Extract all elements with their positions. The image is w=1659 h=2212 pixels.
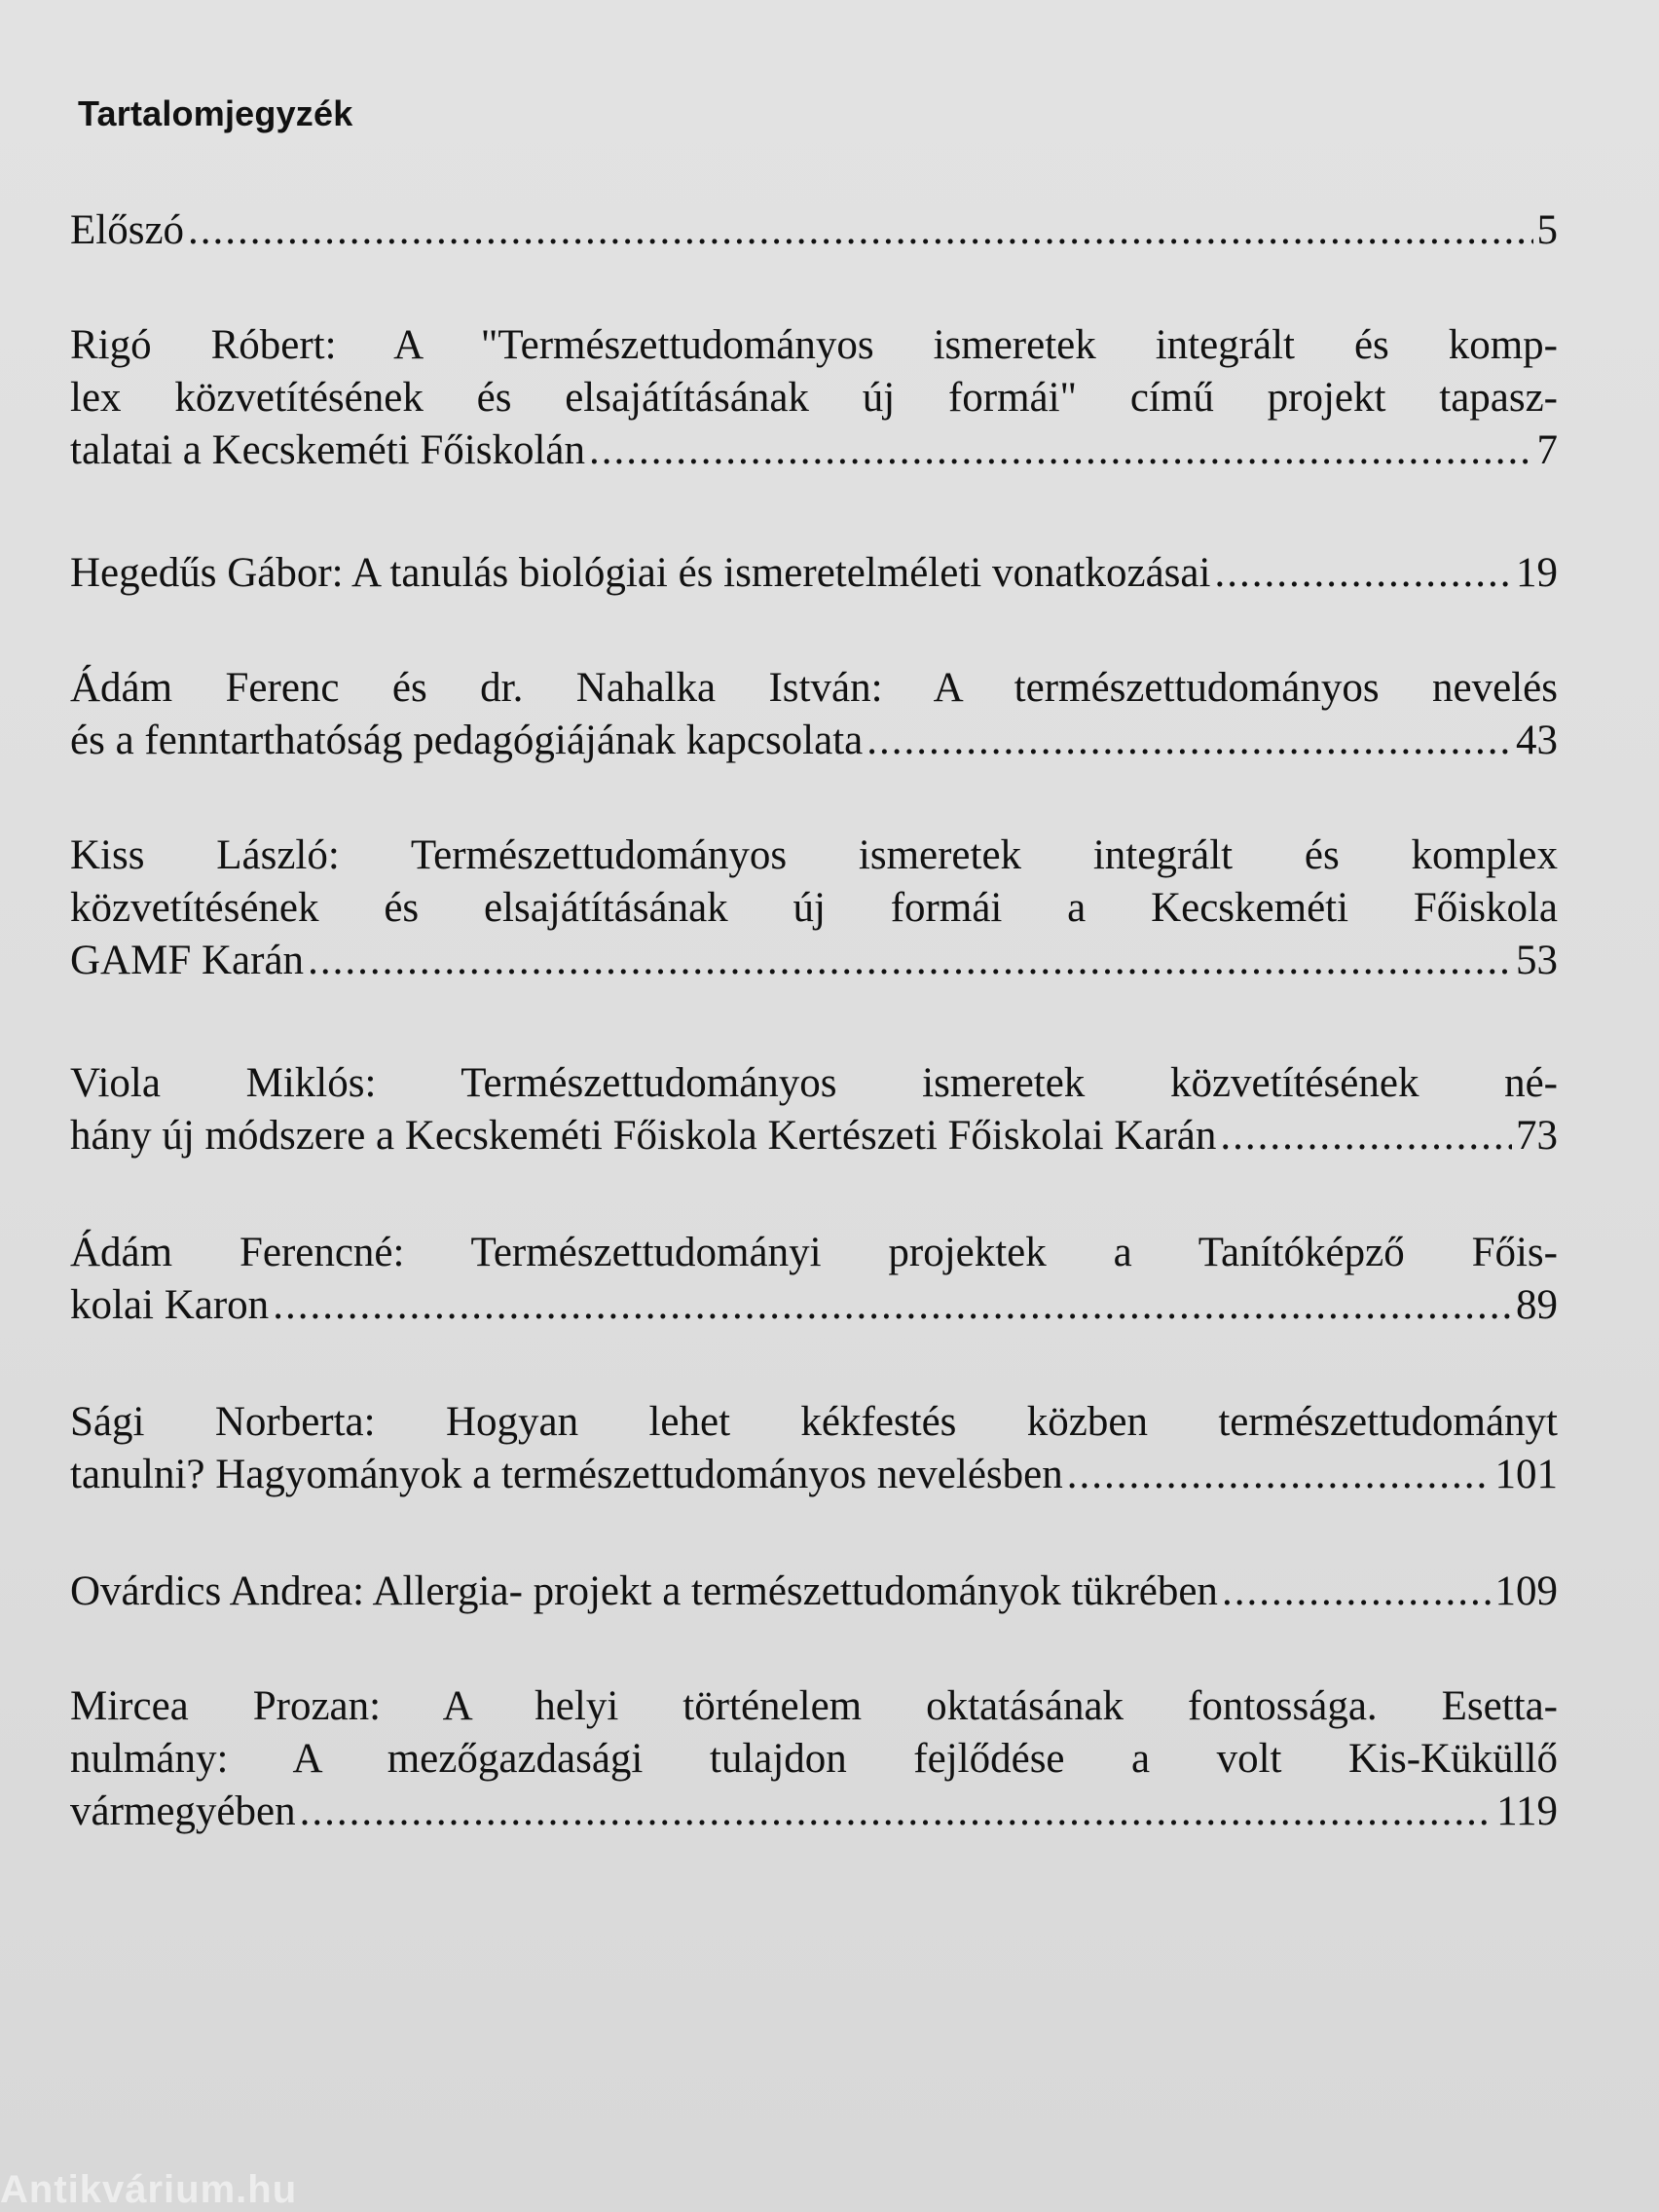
page-number: 89 bbox=[1516, 1282, 1558, 1328]
page-number: 5 bbox=[1536, 207, 1558, 253]
toc-entry-kiss bbox=[70, 830, 1558, 987]
toc-entry-elooszo bbox=[70, 204, 1558, 257]
toc-entry-ovardics bbox=[70, 1566, 1558, 1618]
page-number: 19 bbox=[1516, 550, 1558, 596]
page-number: 109 bbox=[1494, 1568, 1558, 1614]
dot-leader bbox=[308, 935, 1512, 987]
page-number: 101 bbox=[1494, 1452, 1558, 1497]
toc-entry-line: kolai Karon bbox=[70, 1282, 270, 1328]
page-number: 7 bbox=[1536, 427, 1558, 473]
toc-entry-adam-nahalka bbox=[70, 662, 1558, 767]
page-number: 43 bbox=[1516, 718, 1558, 763]
page-number: 119 bbox=[1496, 1788, 1558, 1834]
toc-entry-rigo bbox=[70, 319, 1558, 477]
toc-entry-line: közvetítésének és elsajátításának új formái a Kecskeméti Főiskola bbox=[70, 885, 1558, 931]
dot-leader bbox=[1067, 1449, 1492, 1501]
toc-entry-line: Ádám Ferencné: Természettudományi projektek a Tanítóképző Főis- bbox=[70, 1230, 1558, 1275]
toc-entry-line: nulmány: A mezőgazdasági tulajdon fejlődése a volt Kis-Küküllő bbox=[70, 1736, 1558, 1782]
toc-entry-title: Hegedűs Gábor: A tanulás biológiai és ismeretelméleti vonatkozásai bbox=[70, 550, 1211, 596]
toc-entry-line: GAMF Karán bbox=[70, 938, 305, 983]
toc-entry-line: Rigó Róbert: A "Természettudományos ismeretek integrált és komp- bbox=[70, 322, 1558, 368]
page-number: 53 bbox=[1516, 938, 1558, 983]
page-title: Tartalomjegyzék bbox=[78, 93, 353, 133]
dot-leader bbox=[300, 1786, 1493, 1838]
dot-leader bbox=[1222, 1566, 1492, 1618]
toc-entry-title: Ovárdics Andrea: Allergia- projekt a természettudományok tükrében bbox=[70, 1568, 1218, 1614]
toc-entry-line: vármegyében bbox=[70, 1788, 296, 1834]
toc-entry-line: lex közvetítésének és elsajátításának új formái" című projekt tapasz- bbox=[70, 375, 1558, 421]
dot-leader bbox=[589, 424, 1533, 477]
toc-entry-line: Viola Miklós: Természettudományos ismeretek közvetítésének né- bbox=[70, 1060, 1558, 1106]
toc-entry-adam-ferencne bbox=[70, 1227, 1558, 1332]
toc-entry-prozan bbox=[70, 1680, 1558, 1838]
toc-entry-sagi bbox=[70, 1396, 1558, 1501]
toc-entry-title: Előszó bbox=[70, 207, 185, 253]
dot-leader bbox=[273, 1279, 1512, 1332]
dot-leader bbox=[1220, 1110, 1512, 1162]
watermark: Antikvárium.hu bbox=[0, 2168, 298, 2211]
toc-entry-line: tanulni? Hagyományok a természettudományos nevelésben bbox=[70, 1452, 1063, 1497]
toc-entry-line: hány új módszere a Kecskeméti Főiskola Kertészeti Főiskolai Karán bbox=[70, 1113, 1217, 1159]
toc-entry-line: Sági Norberta: Hogyan lehet kékfestés közben természettudományt bbox=[70, 1399, 1558, 1445]
toc-entry-line: Mircea Prozan: A helyi történelem oktatásának fontossága. Esetta- bbox=[70, 1683, 1558, 1729]
toc-entry-line: Ádám Ferenc és dr. Nahalka István: A természettudományos nevelés bbox=[70, 665, 1558, 711]
toc-entry-viola bbox=[70, 1057, 1558, 1162]
dot-leader bbox=[1214, 547, 1512, 600]
dot-leader bbox=[866, 715, 1512, 767]
dot-leader bbox=[188, 204, 1532, 257]
toc-entry-line: Kiss László: Természettudományos ismeretek integrált és komplex bbox=[70, 832, 1558, 878]
page-number: 73 bbox=[1516, 1113, 1558, 1159]
toc-entry-line: és a fenntarthatóság pedagógiájának kapcsolata bbox=[70, 718, 864, 763]
toc-entry-hegedus bbox=[70, 547, 1558, 600]
toc-entry-line: talatai a Kecskeméti Főiskolán bbox=[70, 427, 585, 473]
